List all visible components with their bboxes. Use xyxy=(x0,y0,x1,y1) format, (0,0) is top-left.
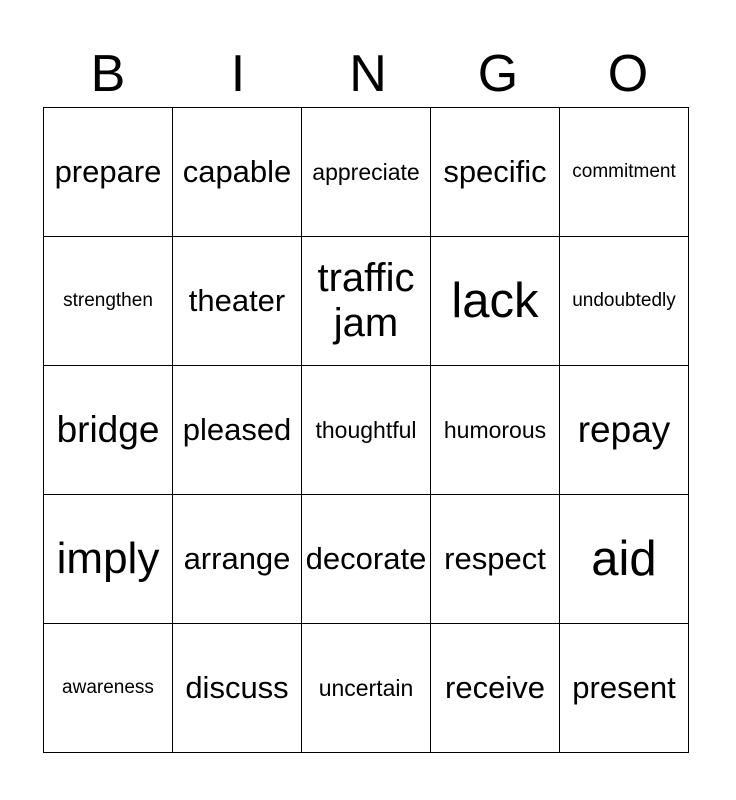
bingo-cell[interactable]: undoubtedly xyxy=(560,237,689,366)
bingo-cell[interactable]: theater xyxy=(173,237,302,366)
bingo-cell[interactable]: aid xyxy=(560,495,689,624)
bingo-cell[interactable]: discuss xyxy=(173,624,302,753)
bingo-cell[interactable]: imply xyxy=(44,495,173,624)
bingo-cell[interactable]: present xyxy=(560,624,689,753)
bingo-cell[interactable]: strengthen xyxy=(44,237,173,366)
bingo-cell[interactable]: arrange xyxy=(173,495,302,624)
bingo-cell[interactable]: traffic jam xyxy=(302,237,431,366)
bingo-cell[interactable]: awareness xyxy=(44,624,173,753)
bingo-cell[interactable]: commitment xyxy=(560,108,689,237)
bingo-board xyxy=(43,107,689,753)
bingo-cell[interactable]: repay xyxy=(560,366,689,495)
bingo-cell[interactable]: uncertain xyxy=(302,624,431,753)
bingo-cell[interactable]: lack xyxy=(431,237,560,366)
bingo-cell[interactable]: receive xyxy=(431,624,560,753)
bingo-cell[interactable]: appreciate xyxy=(302,108,431,237)
bingo-cell[interactable]: bridge xyxy=(44,366,173,495)
bingo-cell[interactable]: specific xyxy=(431,108,560,237)
bingo-cell[interactable]: capable xyxy=(173,108,302,237)
bingo-header xyxy=(43,42,693,106)
header-letter-b: B xyxy=(90,45,126,103)
header-letter-i: I xyxy=(230,45,246,103)
bingo-cell[interactable]: humorous xyxy=(431,366,560,495)
header-letter-g: G xyxy=(477,45,519,103)
bingo-cell[interactable]: decorate xyxy=(302,495,431,624)
bingo-cell[interactable]: pleased xyxy=(173,366,302,495)
bingo-cell[interactable]: respect xyxy=(431,495,560,624)
header-letter-n: N xyxy=(349,45,387,103)
bingo-cell[interactable]: thoughtful xyxy=(302,366,431,495)
header-letter-o: O xyxy=(607,45,649,103)
bingo-cell[interactable]: prepare xyxy=(44,108,173,237)
